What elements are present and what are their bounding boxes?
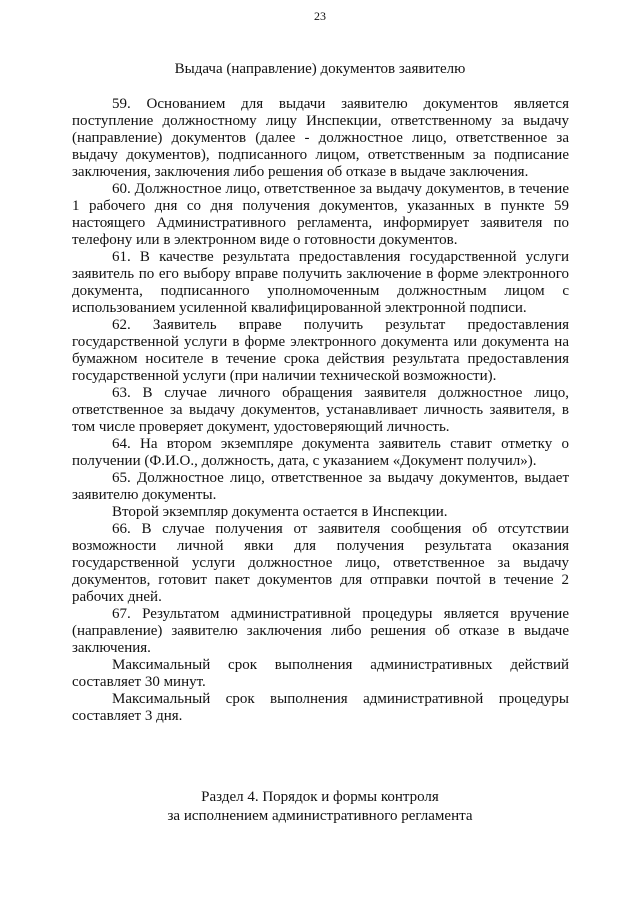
paragraph-65: 65. Должностное лицо, ответственное за выдачу документов, выдает заявителю документы. [72,470,569,503]
section-heading [0,788,640,826]
page-number: 23 [314,9,326,23]
paragraph-63: 63. В случае личного обращения заявителя должностное лицо, ответственное за выдачу документов, устанавливает личность заявителя, в том числе проверяет документ, удостоверяющий личность. [72,385,569,435]
paragraph-61: 61. В качестве результата предоставления государственной услуги заявитель по его выбору вправе получить заключение в форме электронного документа, подписанного уполномоченным должностным лицом с использованием усиленной квалифицированной электронной подписи. [72,249,569,316]
paragraph-65-note: Второй экземпляр документа остается в Инспекции. [112,504,448,520]
paragraph-62: 62. Заявитель вправе получить результат предоставления государственной услуги в форме электронного документа или документа на бумажном носителе в течение срока действия результата предоставления государственной услуги (при наличии технической возможности). [72,317,569,384]
paragraph-60: 60. Должностное лицо, ответственное за выдачу документов, в течение 1 рабочего дня со дня получения документов, указанных в пункте 59 настоящего Административного регламента, информирует заявителя по телефону или в электронном виде о готовности документов. [72,181,569,248]
paragraph-59: 59. Основанием для выдачи заявителю документов является поступление должностному лицу Инспекции, ответственному за выдачу (направление) документов (далее - должностное лицо, ответственное за выдачу документов), подписанного лицом, ответственным за подписание заключения, заключения либо решения об отказе в выдаче заключения. [72,96,569,180]
body-text [72,96,569,725]
paragraph-66: 66. В случае получения от заявителя сообщения об отсутствии возможности личной явки для получения результата оказания государственной услуги должностное лицо, ответственное за выдачу документов, готовит пакет документов для отправки почтой в течение 2 рабочих дней. [72,521,569,605]
subsection-heading: Выдача (направление) документов заявителю [174,61,466,77]
paragraph-64: 64. На втором экземпляре документа заявитель ставит отметку о получении (Ф.И.О., должность, дата, с указанием «Документ получил»). [72,436,569,469]
paragraph-max-procedure-time: Максимальный срок выполнения административной процедуры составляет 3 дня. [72,691,569,724]
section-heading-line-1: Раздел 4. Порядок и формы контроля [201,789,439,805]
paragraph-67: 67. Результатом административной процедуры является вручение (направление) заявителю заключения либо решения об отказе в выдаче заключения. [72,606,569,656]
paragraph-max-actions-time: Максимальный срок выполнения административных действий составляет 30 минут. [72,657,569,690]
section-heading-line-2: за исполнением административного регламента [167,808,473,824]
